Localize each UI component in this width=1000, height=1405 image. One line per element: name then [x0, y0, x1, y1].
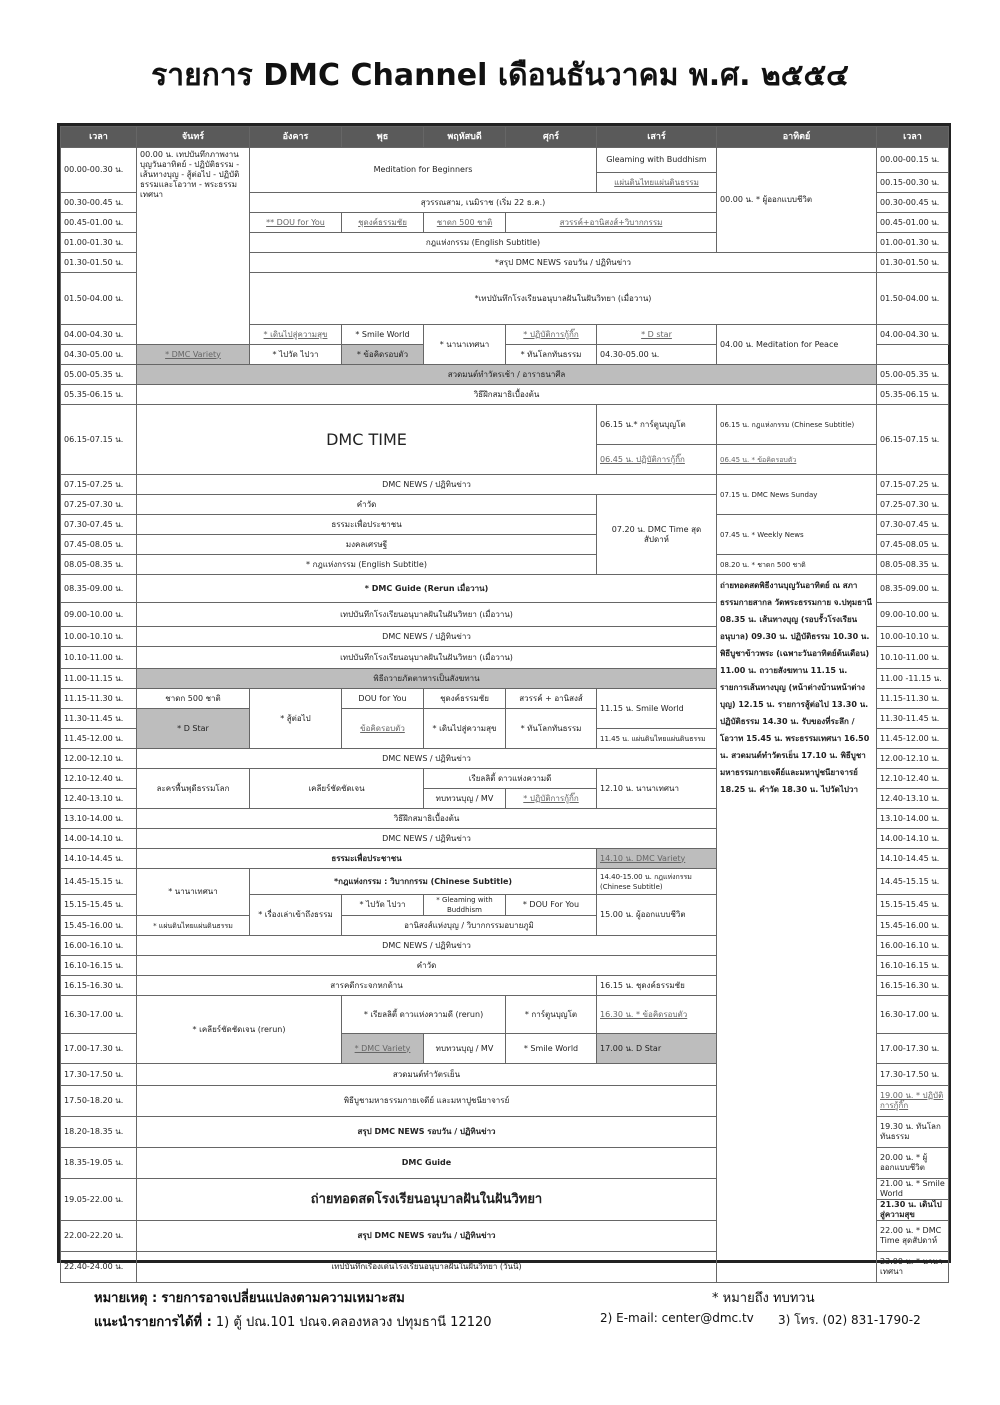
time-cell: 19.05-22.00 น.	[61, 1179, 137, 1221]
program-cell: ทบทวนบุญ / MV	[424, 1034, 506, 1064]
program-cell: * นานาเทศนา	[424, 325, 506, 365]
program-cell: สวดมนต์ทำวัตรเย็น	[137, 1064, 717, 1086]
time-cell: 16.10-16.15 น.	[877, 956, 949, 976]
time-cell: 01.50-04.00 น.	[61, 273, 137, 325]
time-cell: 07.30-07.45 น.	[877, 515, 949, 535]
program-cell: 12.10 น. นานาเทศนา	[597, 769, 717, 809]
program-cell: 07.45 น. * Weekly News	[717, 515, 877, 555]
program-cell: แผ่นดินไทยแผ่นดินธรรม	[597, 173, 717, 193]
program-cell: พิธีถวายภัตตาหารเป็นสังฆทาน	[137, 669, 717, 689]
time-cell: 04.30-05.00 น.	[597, 345, 717, 365]
time-cell: 14.00-14.10 น.	[877, 829, 949, 849]
time-cell: 14.45-15.15 น.	[61, 869, 137, 895]
time-cell: 11.30-11.45 น.	[877, 709, 949, 729]
program-cell: *เทปบันทึกโรงเรียนอนุบาลฝันในฝันวิทยา (เมื่อวาน)	[250, 273, 877, 325]
time-cell: 07.45-08.05 น.	[61, 535, 137, 555]
time-cell: 01.50-04.00 น.	[877, 273, 949, 325]
program-cell: สวรรค์+อานิสงส์+วิบากกรรม	[506, 213, 717, 233]
time-cell: 04.00-04.30 น.	[877, 325, 949, 345]
program-cell: DMC NEWS / ปฏิทินข่าว	[137, 627, 717, 647]
program-cell: DMC NEWS / ปฏิทินข่าว	[137, 475, 717, 495]
program-cell: * ปฏิบัติการกู้กิ๊ก	[506, 789, 597, 809]
program-cell: * DOU For You	[506, 895, 597, 916]
program-cell: 11.15 น. Smile World	[597, 689, 717, 729]
time-cell: 17.00-17.30 น.	[61, 1034, 137, 1064]
time-cell: 07.15-07.25 น.	[877, 475, 949, 495]
time-cell: 01.30-01.50 น.	[61, 253, 137, 273]
program-cell: 23.00 น. * นานาเทศนา	[877, 1252, 949, 1283]
header-sat: เสาร์	[597, 127, 717, 148]
header-tue: อังคาร	[250, 127, 342, 148]
program-cell: 14.40-15.00 น. กฎแห่งกรรม (Chinese Subtitle)	[597, 869, 717, 895]
time-cell: 05.35-06.15 น.	[61, 385, 137, 405]
program-cell: * DMC Variety	[342, 1034, 424, 1064]
program-cell: กฎแห่งกรรม (English Subtitle)	[250, 233, 717, 253]
program-cell: 17.00 น. D Star	[597, 1034, 717, 1064]
program-cell: สวรรค์ + อานิสงส์	[506, 689, 597, 709]
program-cell: 07.20 น. DMC Time สุดสัปดาห์	[597, 495, 717, 575]
program-cell: 06.15 น. กฎแห่งกรรม (Chinese Subtitle)	[717, 405, 877, 445]
program-cell: * เคลียร์ชัดชัดเจน (rerun)	[137, 996, 342, 1064]
time-cell: 15.45-16.00 น.	[877, 916, 949, 936]
time-cell: 00.30-00.45 น.	[877, 193, 949, 213]
program-cell: * D star	[597, 325, 717, 345]
suggest-label: แนะนำรายการได้ที่ :	[94, 1315, 212, 1330]
time-cell: 10.10-11.00 น.	[61, 647, 137, 669]
time-cell: 06.15-07.15 น.	[61, 405, 137, 475]
time-cell: 08.35-09.00 น.	[61, 575, 137, 603]
time-cell: 16.00-16.10 น.	[877, 936, 949, 956]
time-cell: 18.20-18.35 น.	[61, 1117, 137, 1148]
schedule-table	[60, 126, 949, 1283]
program-cell: ธรรมะเพื่อประชาชน	[137, 515, 597, 535]
header-sun: อาทิตย์	[717, 127, 877, 148]
program-cell: * Smile World	[506, 1034, 597, 1064]
time-cell: 11.30-11.45 น.	[61, 709, 137, 729]
program-cell: * DMC Guide (Rerun เมื่อวาน)	[137, 575, 717, 603]
time-cell: 18.35-19.05 น.	[61, 1148, 137, 1179]
time-cell: 05.00-05.35 น.	[61, 365, 137, 385]
program-cell: Meditation for Beginners	[250, 148, 597, 193]
program-cell: DMC TIME	[137, 405, 597, 475]
program-cell: Gleaming with Buddhism	[597, 148, 717, 173]
program-cell: ทบทวนบุญ / MV	[424, 789, 506, 809]
suggest-email[interactable]: 2) E-mail: center@dmc.tv	[600, 1311, 754, 1325]
program-cell: สวดมนต์ทำวัตรเช้า / อาราธนาศีล	[137, 365, 877, 385]
program-cell: ธรรมะเพื่อประชาชน	[137, 849, 597, 869]
program-cell: 00.00 น. * ผู้ออกแบบชีวิต	[717, 148, 877, 253]
time-cell: 00.00-00.15 น.	[877, 148, 949, 173]
time-cell: 09.00-10.00 น.	[61, 603, 137, 627]
program-cell: DMC NEWS / ปฏิทินข่าว	[137, 829, 717, 849]
program-cell: * กฎแห่งกรรม (English Subtitle)	[137, 555, 597, 575]
time-cell: 04.30-05.00 น.	[61, 345, 137, 365]
time-cell: 11.45-12.00 น.	[877, 729, 949, 749]
program-cell: 06.45 น. ปฏิบัติการกู้กิ๊ก	[597, 445, 717, 475]
time-cell: 16.10-16.15 น.	[61, 956, 137, 976]
time-cell: 11.15-11.30 น.	[61, 689, 137, 709]
program-cell: สรุป DMC NEWS รอบวัน / ปฏิทินข่าว	[137, 1117, 717, 1148]
asterisk-note: * หมายถึง ทบทวน	[712, 1291, 815, 1306]
time-cell: 16.15-16.30 น.	[877, 976, 949, 996]
program-cell: ชุดงค์ธรรมชัย	[342, 213, 424, 233]
time-cell: 08.05-08.35 น.	[877, 555, 949, 575]
time-cell: 17.00-17.30 น.	[877, 1034, 949, 1064]
footer-suggest	[94, 1311, 492, 1332]
time-cell: 12.10-12.40 น.	[61, 769, 137, 789]
time-cell: 12.00-12.10 น.	[877, 749, 949, 769]
program-cell: ชุดงค์ธรรมชัย	[424, 689, 506, 709]
footer-note	[94, 1287, 405, 1308]
program-cell: อานิสงส์แห่งบุญ / วิบากกรรมอบายภูมิ	[342, 916, 597, 936]
note-text: รายการอาจเปลี่ยนแปลงตามความเหมาะสม	[161, 1291, 405, 1306]
time-cell: 15.45-16.00 น.	[61, 916, 137, 936]
time-cell: 01.00-01.30 น.	[877, 233, 949, 253]
time-cell: 08.35-09.00 น.	[877, 575, 949, 603]
program-cell: * ข้อคิดรอบตัว	[342, 345, 424, 365]
suggest-address: 1) ตู้ ปณ.101 ปณจ.คลองหลวง ปทุมธานี 12120	[215, 1315, 492, 1330]
time-cell: 10.00-10.10 น.	[61, 627, 137, 647]
header-thu: พฤหัสบดี	[424, 127, 506, 148]
time-cell: 10.00-10.10 น.	[877, 627, 949, 647]
header-time: เวลา	[61, 127, 137, 148]
header-wed: พุธ	[342, 127, 424, 148]
time-cell: 01.30-01.50 น.	[877, 253, 949, 273]
program-cell: 21.30 น. เดินไปสู่ความสุข	[877, 1200, 949, 1221]
program-cell: DMC NEWS / ปฏิทินข่าว	[137, 936, 717, 956]
program-cell: เทปบันทึกเรื่องเด่นโรงเรียนอนุบาลฝันในฝันวิทยา (วันนี้)	[137, 1252, 717, 1283]
time-cell: 12.40-13.10 น.	[877, 789, 949, 809]
header-time2: เวลา	[877, 127, 949, 148]
time-cell: 17.50-18.20 น.	[61, 1086, 137, 1117]
time-cell: 16.15-16.30 น.	[61, 976, 137, 996]
time-cell: 15.15-15.45 น.	[61, 895, 137, 916]
time-cell: 07.45-08.05 น.	[877, 535, 949, 555]
time-cell: 01.00-01.30 น.	[61, 233, 137, 253]
time-cell: 12.00-12.10 น.	[61, 749, 137, 769]
program-cell: * ทันโลกทันธรรม	[506, 345, 597, 365]
note-label: หมายเหตุ :	[94, 1291, 158, 1306]
program-cell: ** DOU for You	[250, 213, 342, 233]
program-cell: ชาดก 500 ชาติ	[424, 213, 506, 233]
program-cell: ละครพื้นพุดีธรรมโลก	[137, 769, 250, 809]
time-cell: 22.40-24.00 น.	[61, 1252, 137, 1283]
time-cell: 08.05-08.35 น.	[61, 555, 137, 575]
time-cell: 12.40-13.10 น.	[61, 789, 137, 809]
program-cell: เทปบันทึกโรงเรียนอนุบาลฝันในฝันวิทยา (เมื่อวาน)	[137, 647, 717, 669]
time-cell: 09.00-10.00 น.	[877, 603, 949, 627]
program-cell: * นานาเทศนา	[137, 869, 250, 916]
program-cell: *สรุป DMC NEWS รอบวัน / ปฏิทินข่าว	[250, 253, 877, 273]
time-cell: 07.25-07.30 น.	[877, 495, 949, 515]
time-cell: 13.10-14.00 น.	[61, 809, 137, 829]
program-cell: 04.00 น. Meditation for Peace	[717, 325, 877, 365]
program-cell: วิธีฝึกสมาธิเบื้องต้น	[137, 385, 877, 405]
time-cell: 11.45-12.00 น.	[61, 729, 137, 749]
program-cell: * เรียลลิตี้ ดาวแห่งความดี (rerun)	[342, 996, 506, 1034]
suggest-phone: 3) โทร. (02) 831-1790-2	[778, 1313, 921, 1327]
time-cell: 06.15-07.15 น.	[877, 405, 949, 475]
program-cell: DMC Guide	[137, 1148, 717, 1179]
program-cell: * แผ่นดินไทยแผ่นดินธรรม	[137, 916, 250, 936]
program-cell: พิธีบูชามหาธรรมกายเจดีย์ และมหาปูชนียาจารย์	[137, 1086, 717, 1117]
program-cell: * Gleaming with Buddhism	[424, 895, 506, 916]
time-cell: 00.45-01.00 น.	[877, 213, 949, 233]
time-cell: 05.35-06.15 น.	[877, 385, 949, 405]
sunday-live-block: ถ่ายทอดสดพิธีงานบุญวันอาทิตย์ ณ สภาธรรมกายสากล วัดพระธรรมกาย จ.ปทุมธานี 08.35 น. เส้นทางบุญ (รอบรั้วโรงเรียนอนุบาล) 09.30 น. ปฏิบัติธรรม 10.30 น. พิธีบูชาข้าวพระ (เฉพาะวันอาทิตย์ต้นเดือน) 11.00 น. ถวายสังฆทาน 11.15 น. รายการเส้นทางบุญ (หน้าต่างบ้านหน้าต่างบุญ) 12.15 น. รายการสู้ต่อไป 13.30 น. ปฏิบัติธรรม 14.30 น. รับของที่ระลึก / โอวาท 15.45 น. พระธรรมเทศนา 16.50 น. สวดมนต์ทำวัตรเย็น 17.10 น. พิธีบูชามหาธรรมกายเจดีย์และมหาปูชนียาจารย์ 18.25 น. คำวัด 18.30 น. ไปวัดไปวา	[717, 575, 877, 1283]
program-cell: 16.30 น. * ข้อคิดรอบตัว	[597, 996, 717, 1034]
time-cell: 00.00-00.30 น.	[61, 148, 137, 193]
program-cell: * การ์ตูนบุญโต	[506, 996, 597, 1034]
program-cell: * สู้ต่อไป	[250, 689, 342, 749]
header-row	[61, 127, 949, 148]
time-cell: 07.25-07.30 น.	[61, 495, 137, 515]
time-cell: 11.15-11.30 น.	[877, 689, 949, 709]
program-cell: 16.15 น. ชุดงค์ธรรมชัย	[597, 976, 717, 996]
program-cell: 20.00 น. * ผู้ออกแบบชีวิต	[877, 1148, 949, 1179]
program-cell: 06.15 น.* การ์ตูนบุญโต	[597, 405, 717, 445]
program-cell: DMC NEWS / ปฏิทินข่าว	[137, 749, 717, 769]
time-cell: 00.15-00.30 น.	[877, 173, 949, 193]
time-cell: 14.00-14.10 น.	[61, 829, 137, 849]
program-cell: เคลียร์ชัดชัดเจน	[250, 769, 424, 809]
time-cell: 22.00-22.20 น.	[61, 1221, 137, 1252]
program-cell: 22.00 น. * DMC Time สุดสัปดาห์	[877, 1221, 949, 1252]
program-cell: 06.45 น. * ข้อคิดรอบตัว	[717, 445, 877, 475]
time-cell: 16.30-17.00 น.	[61, 996, 137, 1034]
time-cell: 16.30-17.00 น.	[877, 996, 949, 1034]
program-cell: 15.00 น. ผู้ออกแบบชีวิต	[597, 895, 717, 936]
program-cell: สารคดีกระจกหกด้าน	[137, 976, 597, 996]
program-cell: 19.30 น. ทันโลกทันธรรม	[877, 1117, 949, 1148]
program-cell: * Smile World	[342, 325, 424, 345]
program-cell: สรุป DMC NEWS รอบวัน / ปฏิทินข่าว	[137, 1221, 717, 1252]
time-cell: 16.00-16.10 น.	[61, 936, 137, 956]
program-cell: เรียลลิตี้ ดาวแห่งความดี	[424, 769, 597, 789]
program-cell: มงคลเศรษฐี	[137, 535, 597, 555]
program-cell: 19.00 น. * ปฏิบัติการกู้กิ๊ก	[877, 1086, 949, 1117]
time-cell: 14.10-14.45 น.	[61, 849, 137, 869]
program-cell: 14.10 น. DMC Variety	[597, 849, 717, 869]
program-cell: DOU for You	[342, 689, 424, 709]
program-cell: * ไปวัด ไปวา	[342, 895, 424, 916]
program-cell: * ไปวัด ไปวา	[250, 345, 342, 365]
time-cell: 13.10-14.00 น.	[877, 809, 949, 829]
time-cell: 14.10-14.45 น.	[877, 849, 949, 869]
time-cell: 07.30-07.45 น.	[61, 515, 137, 535]
time-cell: 17.30-17.50 น.	[61, 1064, 137, 1086]
program-cell: * เดินไปสู่ความสุข	[424, 709, 506, 749]
program-cell: 11.45 น. แผ่นดินไทยแผ่นดินธรรม	[597, 729, 717, 749]
program-cell: * เดินไปสู่ความสุข	[250, 325, 342, 345]
program-cell: *กฎแห่งกรรม : วิบากกรรม (Chinese Subtitle)	[250, 869, 597, 895]
program-cell: * ทันโลกทันธรรม	[506, 709, 597, 749]
program-cell: คำวัด	[137, 495, 597, 515]
time-cell: 12.10-12.40 น.	[877, 769, 949, 789]
program-cell: 07.15 น. DMC News Sunday	[717, 475, 877, 515]
program-cell: 08.20 น. * ชาดก 500 ชาติ	[717, 555, 877, 575]
time-cell: 07.15-07.25 น.	[61, 475, 137, 495]
time-cell: 10.10-11.00 น.	[877, 647, 949, 669]
program-cell: ถ่ายทอดสดโรงเรียนอนุบาลฝันในฝันวิทยา	[137, 1179, 717, 1221]
program-cell: * เรื่องเล่าเข้าถึงธรรม	[250, 895, 342, 936]
header-fri: ศุกร์	[506, 127, 597, 148]
program-cell: เทปบันทึกโรงเรียนอนุบาลฝันในฝันวิทยา (เมื่อวาน)	[137, 603, 717, 627]
program-cell: ชาดก 500 ชาติ	[137, 689, 250, 709]
program-cell: 21.00 น. * Smile World	[877, 1179, 949, 1200]
time-cell: 17.30-17.50 น.	[877, 1064, 949, 1086]
time-cell: 04.00-04.30 น.	[61, 325, 137, 345]
time-cell: 11.00 -11.15 น.	[877, 669, 949, 689]
mon-night-block: 00.00 น. เทปบันทึกภาพงานบุญวันอาทิตย์ - ปฏิบัติธรรม - เส้นทางบุญ - สู้ต่อไป - ปฏิบัติธรรมและโอวาท - พระธรรมเทศนา	[137, 148, 250, 345]
time-cell: 15.15-15.45 น.	[877, 895, 949, 916]
time-cell: 00.30-00.45 น.	[61, 193, 137, 213]
time-cell: 05.00-05.35 น.	[877, 365, 949, 385]
header-mon: จันทร์	[137, 127, 250, 148]
program-cell: วิธีฝึกสมาธิเบื้องต้น	[137, 809, 717, 829]
program-cell: ข้อคิดรอบตัว	[342, 709, 424, 749]
page-title: รายการ DMC Channel เดือนธันวาคม พ.ศ. ๒๕๕๔	[151, 58, 849, 93]
program-cell: * DMC Variety	[137, 345, 250, 365]
time-cell: 14.45-15.15 น.	[877, 869, 949, 895]
program-cell: * ปฏิบัติการกู้กิ๊ก	[506, 325, 597, 345]
time-cell: 11.00-11.15 น.	[61, 669, 137, 689]
program-cell: คำวัด	[137, 956, 717, 976]
time-cell: 00.45-01.00 น.	[61, 213, 137, 233]
program-cell: สุวรรณสาม, เนมิราช (เริ่ม 22 ธ.ค.)	[250, 193, 717, 213]
program-cell: * D Star	[137, 709, 250, 749]
